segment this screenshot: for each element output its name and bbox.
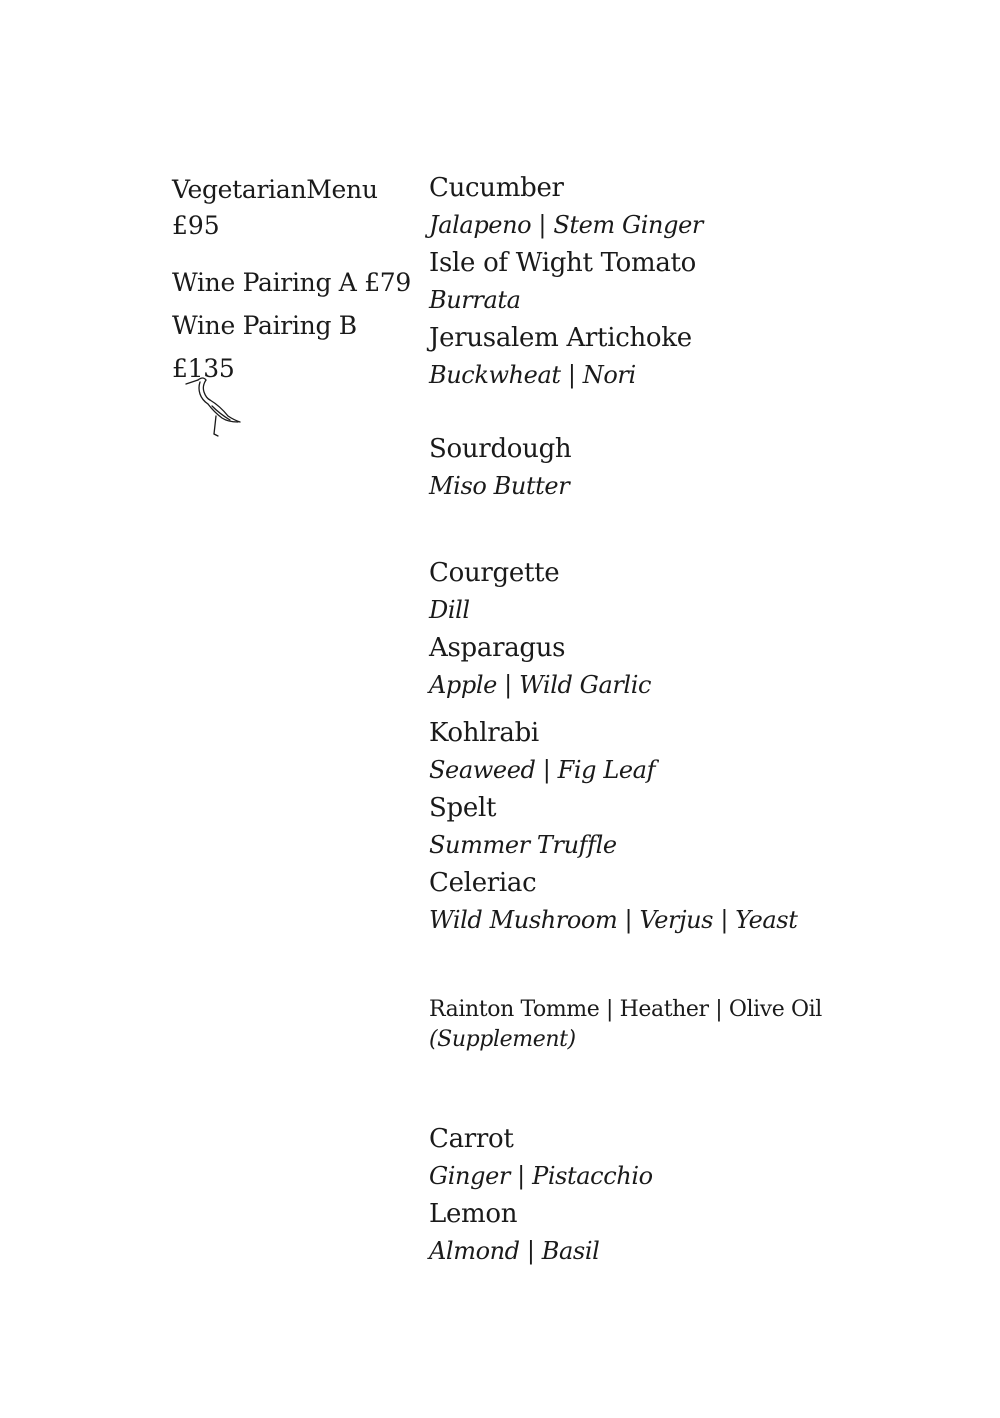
dish-name-asparagus: Asparagus <box>429 633 566 663</box>
dish-name-carrot: Carrot <box>429 1124 514 1154</box>
dish-desc-tomato: Burrata <box>429 286 521 314</box>
dish-name-artichoke: Jerusalem Artichoke <box>429 323 692 353</box>
heron-logo-icon <box>184 372 244 438</box>
dish-desc-sourdough: Miso Butter <box>429 472 570 500</box>
dish-name-sourdough: Sourdough <box>429 434 572 464</box>
menu-price: £95 <box>172 211 220 240</box>
menu-info <box>172 172 422 390</box>
wine-pairing-a: Wine Pairing A £79 <box>172 268 412 297</box>
dish-desc-carrot: Ginger | Pistacchio <box>429 1162 653 1190</box>
course-mains-1 <box>429 555 651 705</box>
dish-name-tomato: Isle of Wight Tomato <box>429 248 697 278</box>
dish-desc-artichoke: Buckwheat | Nori <box>429 361 636 389</box>
wine-pairing-b: Wine Pairing B £135 <box>172 311 357 383</box>
dish-desc-cucumber: Jalapeno | Stem Ginger <box>429 211 703 239</box>
dish-name-courgette: Courgette <box>429 558 560 588</box>
course-mains-2 <box>429 715 797 940</box>
dish-desc-lemon: Almond | Basil <box>429 1237 600 1265</box>
cheese-supplement-note: (Supplement) <box>429 1027 576 1052</box>
dish-desc-kohlrabi: Seaweed | Fig Leaf <box>429 756 656 784</box>
dish-name-lemon: Lemon <box>429 1199 518 1229</box>
dish-desc-spelt: Summer Truffle <box>429 831 617 859</box>
menu-title: VegetarianMenu <box>172 175 378 204</box>
dish-desc-asparagus: Apple | Wild Garlic <box>429 671 652 699</box>
course-desserts <box>429 1121 653 1271</box>
dish-name-kohlrabi: Kohlrabi <box>429 718 539 748</box>
dish-name-cucumber: Cucumber <box>429 173 564 203</box>
dish-name-celeriac: Celeriac <box>429 868 537 898</box>
dish-name-spelt: Spelt <box>429 793 497 823</box>
wine-pairings <box>172 261 422 390</box>
dish-desc-celeriac: Wild Mushroom | Verjus | Yeast <box>429 906 798 934</box>
cheese-name: Rainton Tomme | Heather | Olive Oil <box>429 997 822 1022</box>
dish-desc-courgette: Dill <box>429 596 470 624</box>
course-bread <box>429 431 571 506</box>
course-snacks <box>429 170 703 395</box>
course-cheese <box>429 995 822 1055</box>
